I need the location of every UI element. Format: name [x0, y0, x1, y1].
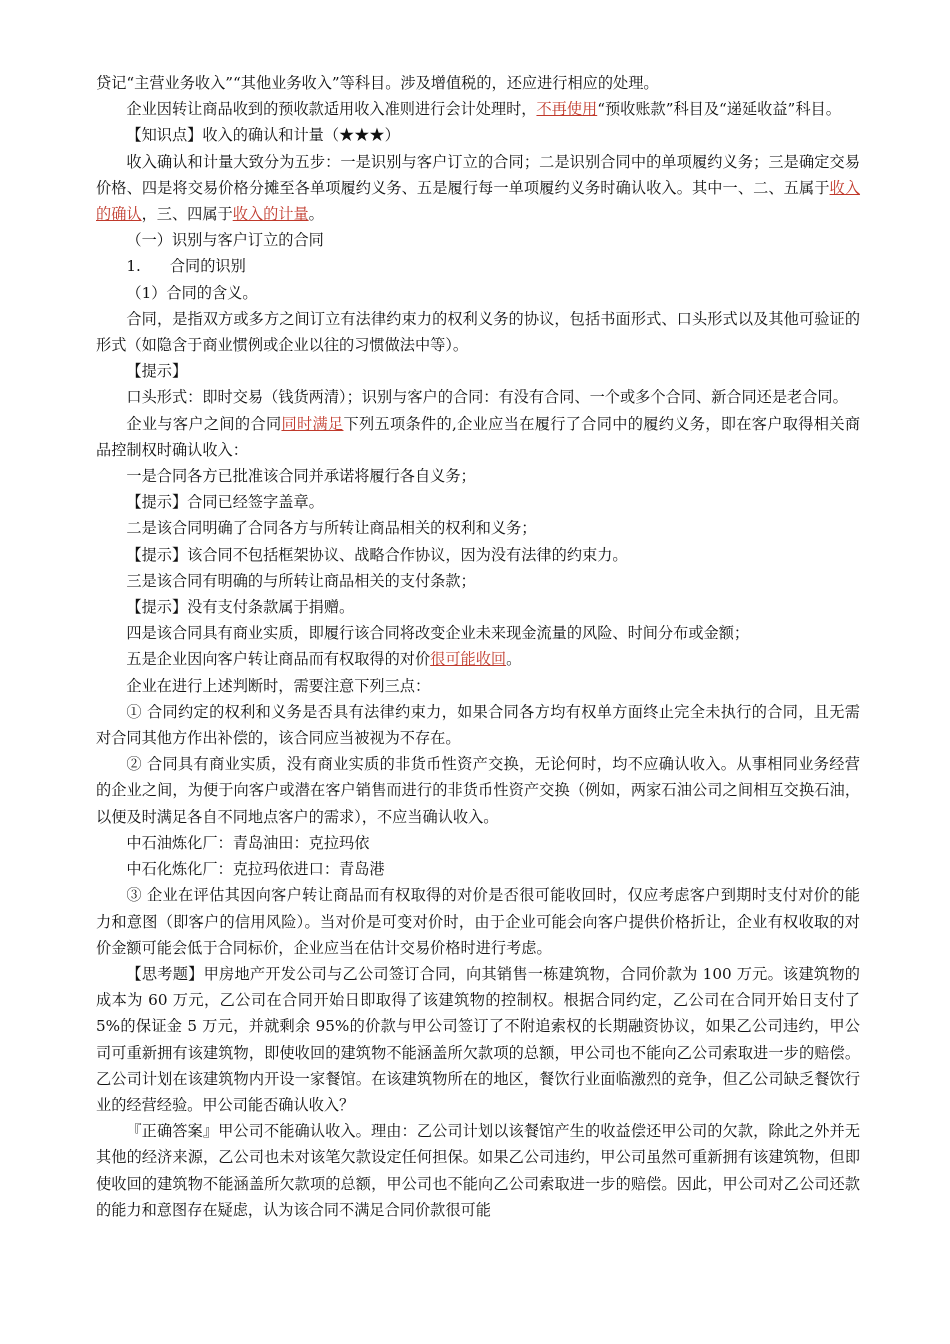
text-span: 贷记“主营业务收入”“其他业务收入”等科目。涉及增值税的，还应进行相应的处理。: [96, 74, 659, 92]
condition-two: [96, 515, 860, 541]
example-sinopec: [96, 856, 860, 882]
text-span: 。: [506, 650, 522, 669]
knowledge-point-heading: [96, 122, 860, 148]
text-span: 『正确答案』甲公司不能确认收入。理由：乙公司计划以该餐馆产生的收益偿还甲公司的欠款，除此之外并无其他的经济来源，乙公司也未对该笔欠款设定任何担保。如果乙公司违约，甲公司虽然可重新拥有该建筑物，但即使收回的建筑物不能涵盖所欠款项的总额，甲公司也不能向乙公司索取进一步的赔偿。因此，甲公司对乙公司还款的能力和意图存在疑虑，认为该合同不满足合同价款很可能: [96, 1122, 860, 1219]
tip-donation: [96, 594, 860, 620]
tip-framework-agreement: [96, 542, 860, 568]
subsection-heading-contract-identification: [96, 253, 860, 279]
link-simultaneously-satisfy[interactable]: 同时满足: [281, 414, 344, 433]
text-span: 一是合同各方已批准该合同并承诺将履行各自义务；: [126, 467, 476, 486]
text-span: 【提示】合同已经签字盖章。: [126, 493, 324, 512]
point-three: [96, 882, 860, 961]
paragraph-advance-receipts: [96, 96, 860, 122]
paragraph-debit-note: [96, 70, 860, 96]
paragraph-three-points: [96, 673, 860, 699]
condition-five: [96, 646, 860, 672]
text-span: 【提示】该合同不包括框架协议、战略合作协议，因为没有法律的约束力。: [126, 545, 628, 564]
tip-signed: [96, 489, 860, 515]
document-page: [96, 70, 860, 1223]
paragraph-oral-form: [96, 384, 860, 410]
text-span: 企业在进行上述判断时，需要注意下列三点：: [126, 676, 431, 695]
text-span: 收入确认和计量大致分为五步：一是识别与客户订立的合同；二是识别合同中的单项履约义务；三是确定交易价格、四是将交易价格分摊至各单项履约义务、五是履行每一单项履约义务时确认收入。其中一、二、五属于: [96, 152, 860, 197]
text-span: （一）识别与客户订立的合同: [126, 231, 324, 250]
text-span: 1. 合同的识别: [126, 257, 246, 276]
text-span: 中石化炼化厂：克拉玛依进口：青岛港: [126, 860, 385, 879]
text-span: 企业因转让商品收到的预收款适用收入准则进行会计处理时，: [126, 100, 537, 119]
section-heading-identify-contract: [96, 227, 860, 253]
link-probable-collection[interactable]: 很可能收回: [430, 650, 507, 669]
text-span: 口头形式：即时交易（钱货两清）；识别与客户的合同：有没有合同、一个或多个合同、新合同还是老合同。: [126, 388, 848, 407]
paragraph-contract-definition: [96, 306, 860, 358]
example-petrochina: [96, 830, 860, 856]
text-span: 合同，是指双方或多方之间订立有法律约束力的权利义务的协议，包括书面形式、口头形式以及其他可验证的形式（如隐含于商业惯例或企业以往的习惯做法中等）。: [96, 309, 860, 355]
text-span: ③ 企业在评估其因向客户转让商品而有权取得的对价是否很可能收回时，仅应考虑客户到期时支付对价的能力和意图（即客户的信用风险）。当对价是可变对价时，由于企业可能会向客户提供价格折让，企业有权收取的对价金额可能会低于合同标价，企业应当在估计交易价格时进行考虑。: [96, 886, 860, 957]
thinking-question: [96, 961, 860, 1118]
text-span: 【提示】: [126, 362, 188, 381]
link-revenue-recognition[interactable]: 收入的确认: [96, 178, 861, 224]
paragraph-five-steps: [96, 149, 860, 228]
text-span: 【知识点】收入的确认和计量（★★★）: [126, 126, 400, 145]
text-span: ，三、四属于: [141, 205, 233, 224]
text-span: 【思考题】甲房地产开发公司与乙公司签订合同，向其销售一栋建筑物，合同价款为 100 万元。该建筑物的成本为 60 万元，乙公司在合同开始日即取得了该建筑物的控制权。根据合同约定，乙公司在合同开始日支付了 5%的保证金 5 万元，并就剩余 95%的价款与甲公司签订了不附追索权的长期融资协议，如果乙公司违约，甲公司可重新拥有该建筑物，即使收回的建筑物不能涵盖所欠款项的总额，甲公司也不能向乙公司索取进一步的赔偿。乙公司计划在该建筑物内开设一家餐馆。在该建筑物所在的地区，餐饮行业面临激烈的竞争，但乙公司缺乏餐饮行业的经营经验。甲公司能否确认收入？: [96, 964, 860, 1114]
link-revenue-measurement[interactable]: 收入的计量: [232, 205, 309, 224]
text-span: ② 合同具有商业实质，没有商业实质的非货币性资产交换，无论何时，均不应确认收入。从事相同业务经营的企业之间，为便于向客户或潜在客户销售而进行的非货币性资产交换（例如，两家石油公司之间相互交换石油，以便及时满足各自不同地点客户的需求），不应当确认收入。: [96, 755, 860, 826]
text-span: 五是企业因向客户转让商品而有权取得的对价: [126, 650, 431, 669]
text-span: “预收账款”科目及“递延收益”科目。: [597, 100, 841, 119]
point-one: [96, 699, 860, 751]
condition-four: [96, 620, 860, 646]
tip-heading: [96, 358, 860, 384]
text-span: 【提示】没有支付条款属于捐赠。: [126, 598, 355, 617]
text-span: 下列五项条件的,企业应当在履行了合同中的履约义务，即在客户取得相关商品控制权时确认收入：: [96, 414, 861, 459]
text-span: 三是该合同有明确的与所转让商品相关的支付条款；: [126, 571, 476, 590]
text-span: 四是该合同具有商业实质，即履行该合同将改变企业未来现金流量的风险、时间分布或金额；: [126, 624, 750, 643]
subsection-heading-contract-meaning: [96, 280, 860, 306]
point-two: [96, 751, 860, 830]
link-no-longer-used[interactable]: 不再使用: [536, 100, 598, 119]
text-span: 中石油炼化厂：青岛油田：克拉玛依: [126, 833, 370, 852]
text-span: （1）合同的含义。: [126, 283, 258, 302]
text-span: ① 合同约定的权利和义务是否具有法律约束力，如果合同各方均有权单方面终止完全未执行的合同，且无需对合同其他方作出补偿的，该合同应当被视为不存在。: [96, 702, 860, 748]
text-span: 企业与客户之间的合同: [126, 414, 282, 433]
text-span: 二是该合同明确了合同各方与所转让商品相关的权利和义务；: [126, 519, 537, 538]
condition-three: [96, 568, 860, 594]
condition-one: [96, 463, 860, 489]
paragraph-five-conditions: [96, 411, 860, 463]
text-span: 。: [308, 205, 324, 224]
correct-answer: [96, 1118, 860, 1223]
